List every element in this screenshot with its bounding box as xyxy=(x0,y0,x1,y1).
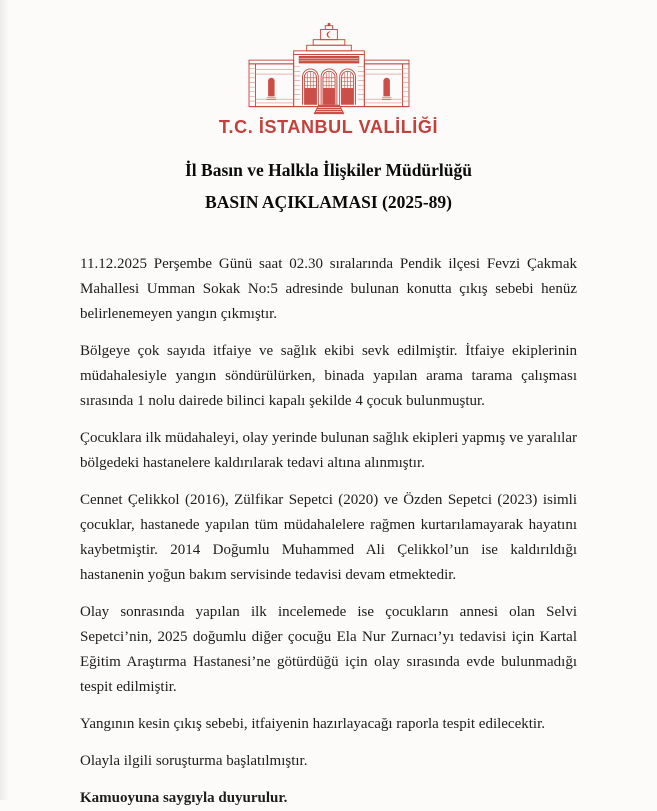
press-release-title: BASIN AÇIKLAMASI (2025-89) xyxy=(205,192,452,212)
paragraph-fire-cause: Yangının kesin çıkış sebebi, itfaiyenin hazırlayacağı raporla tespit edilecektir. xyxy=(80,716,545,732)
paragraph-prosecution: Olayla ilgili soruşturma başlatılmıştır. xyxy=(80,753,308,769)
paragraph-response: Bölgeye çok sayıda itfaiye ve sağlık ekibi sevk edilmiştir. İtfaiye ekiplerinin müdahalesiyle yangın söndürülürken, binada yapılan arama tarama çalışması sırasında 1 nolu dairede bilinci kapalı şekilde 4 çocuk bulunmuştur. xyxy=(80,343,577,409)
department-heading: İl Basın ve Halkla İlişkiler Müdürlüğü xyxy=(184,160,473,180)
paragraph-first-aid: Çocuklara ilk müdahaleyi, olay yerinde bulunan sağlık ekipleri yapmış ve yaralılar bölgedeki hastanelere kaldırılarak tedavi altına alınmıştır. xyxy=(80,430,577,471)
closing-statement: Kamuoyuna saygıyla duyurulur. xyxy=(80,790,288,806)
press-release-body xyxy=(80,252,577,811)
paragraph-incident: 11.12.2025 Perşembe Günü saat 02.30 sıralarında Pendik ilçesi Fevzi Çakmak Mahallesi Umman Sokak No:5 adresinde bulunan konutta çıkış sebebi henüz belirlenemeyen yangın çıkmıştır. xyxy=(80,256,577,322)
government-building-icon xyxy=(245,22,413,115)
paragraph-casualties: Cennet Çelikkol (2016), Zülfikar Sepetci (2020) ve Özden Sepetci (2023) isimli çocuklar, hastanede yapılan tüm müdahalelere rağmen kurtarılamayarak hayatını kaybetmiştir. 2014 Doğumlu Muhammed Ali Çelikkol’un ise kaldırıldığı hastanenin yoğun bakım servisinde tedavisi devam etmektedir. xyxy=(80,492,577,583)
valilik-logo xyxy=(0,0,657,138)
paragraph-investigation-findings: Olay sonrasında yapılan ilk incelemede ise çocukların annesi olan Selvi Sepetci’nin, 2025 doğumlu diğer çocuğu Ela Nur Zurnacı’yı tedavisi için Kartal Eğitim Araştırma Hastanesi’ne götürdüğü için olay sırasında evde bulunmadığı tespit edilmiştir. xyxy=(80,604,577,695)
logo-caption: T.C. İSTANBUL VALİLİĞİ xyxy=(218,117,439,137)
